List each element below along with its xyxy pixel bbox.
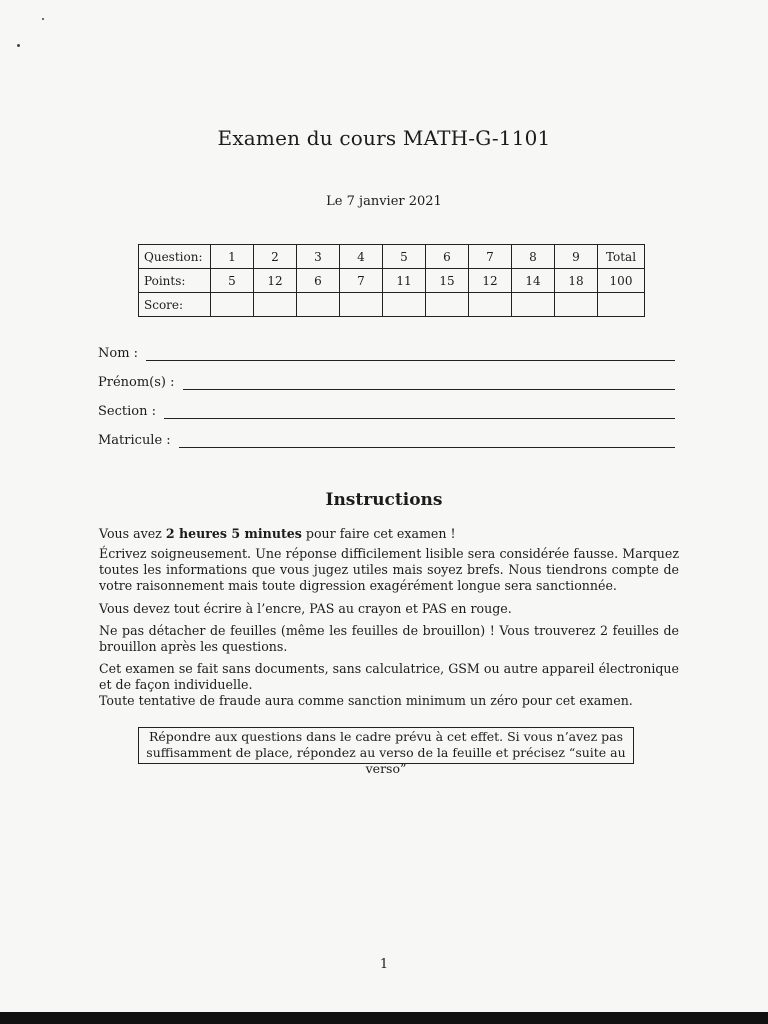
duration-bold: 2 heures 5 minutes (165, 526, 302, 541)
instruction-duration (99, 526, 679, 542)
points-cell: 15 (426, 269, 469, 293)
score-cell[interactable] (555, 293, 598, 317)
matricule-label: Matricule : (98, 433, 171, 448)
instruction-no-documents: Cet examen se fait sans documents, sans calculatrice, GSM ou autre appareil électronique et de façon individuelle. (99, 661, 679, 692)
score-cell[interactable] (512, 293, 555, 317)
points-cell-total: 100 (598, 269, 645, 293)
score-cell[interactable] (383, 293, 426, 317)
note-line-1: Répondre aux questions dans le cadre prévu à cet effet. Si vous n’avez pas (148, 729, 624, 744)
instruction-writing: Écrivez soigneusement. Une réponse difficilement lisible sera considérée fausse. Marquez toutes les informations que vous jugez utiles mais soyez brefs. Nous tiendrons compte de votre raisonnement mais toute digression exagérément longue sera sanctionnée. (99, 546, 679, 593)
section-field[interactable] (98, 404, 675, 419)
score-row-label: Score: (139, 293, 211, 317)
score-cell[interactable] (469, 293, 512, 317)
score-cell-total[interactable] (598, 293, 645, 317)
question-cell: 2 (254, 245, 297, 269)
instruction-fraud: Toute tentative de fraude aura comme sanction minimum un zéro pour cet examen. (99, 693, 633, 708)
exam-date: Le 7 janvier 2021 (326, 194, 442, 209)
scan-edge (0, 1012, 768, 1024)
score-table (138, 244, 645, 317)
note-line-2: suffisamment de place, répondez au verso de la feuille et précisez “suite au verso” (146, 745, 626, 776)
score-row (139, 293, 645, 317)
question-cell: 5 (383, 245, 426, 269)
question-cell: 9 (555, 245, 598, 269)
matricule-field[interactable] (98, 433, 675, 448)
points-cell: 5 (211, 269, 254, 293)
duration-post: pour faire cet examen ! (301, 526, 456, 541)
points-row (139, 269, 645, 293)
answer-note-box (138, 727, 634, 776)
prenom-label: Prénom(s) : (98, 375, 175, 390)
instructions-heading: Instructions (325, 490, 443, 510)
points-cell: 7 (340, 269, 383, 293)
points-cell: 6 (297, 269, 340, 293)
instruction-sheets: Ne pas détacher de feuilles (même les feuilles de brouillon) ! Vous trouverez 2 feuilles de brouillon après les questions. (99, 623, 679, 654)
points-cell: 14 (512, 269, 555, 293)
question-cell: 1 (211, 245, 254, 269)
points-cell: 12 (469, 269, 512, 293)
nom-line[interactable] (146, 350, 675, 361)
question-cell: 3 (297, 245, 340, 269)
scan-speck (17, 44, 20, 47)
question-cell: 4 (340, 245, 383, 269)
score-cell[interactable] (254, 293, 297, 317)
question-cell-total: Total (598, 245, 645, 269)
score-cell[interactable] (297, 293, 340, 317)
section-line[interactable] (164, 408, 675, 419)
section-label: Section : (98, 404, 156, 419)
question-cell: 6 (426, 245, 469, 269)
instruction-ink: Vous devez tout écrire à l’encre, PAS au crayon et PAS en rouge. (99, 601, 512, 616)
points-cell: 18 (555, 269, 598, 293)
score-cell[interactable] (426, 293, 469, 317)
question-cell: 8 (512, 245, 555, 269)
exam-title: Examen du cours MATH-G-1101 (217, 126, 551, 150)
points-row-label: Points: (139, 269, 211, 293)
score-cell[interactable] (211, 293, 254, 317)
nom-field[interactable] (98, 346, 675, 361)
points-cell: 12 (254, 269, 297, 293)
question-row (139, 245, 645, 269)
question-row-label: Question: (139, 245, 211, 269)
nom-label: Nom : (98, 346, 139, 361)
prenom-field[interactable] (98, 375, 675, 390)
points-cell: 11 (383, 269, 426, 293)
page-number: 1 (379, 957, 389, 972)
matricule-line[interactable] (179, 437, 675, 448)
scan-speck (42, 18, 44, 20)
prenom-line[interactable] (183, 379, 675, 390)
duration-pre: Vous avez (99, 526, 166, 541)
question-cell: 7 (469, 245, 512, 269)
score-cell[interactable] (340, 293, 383, 317)
